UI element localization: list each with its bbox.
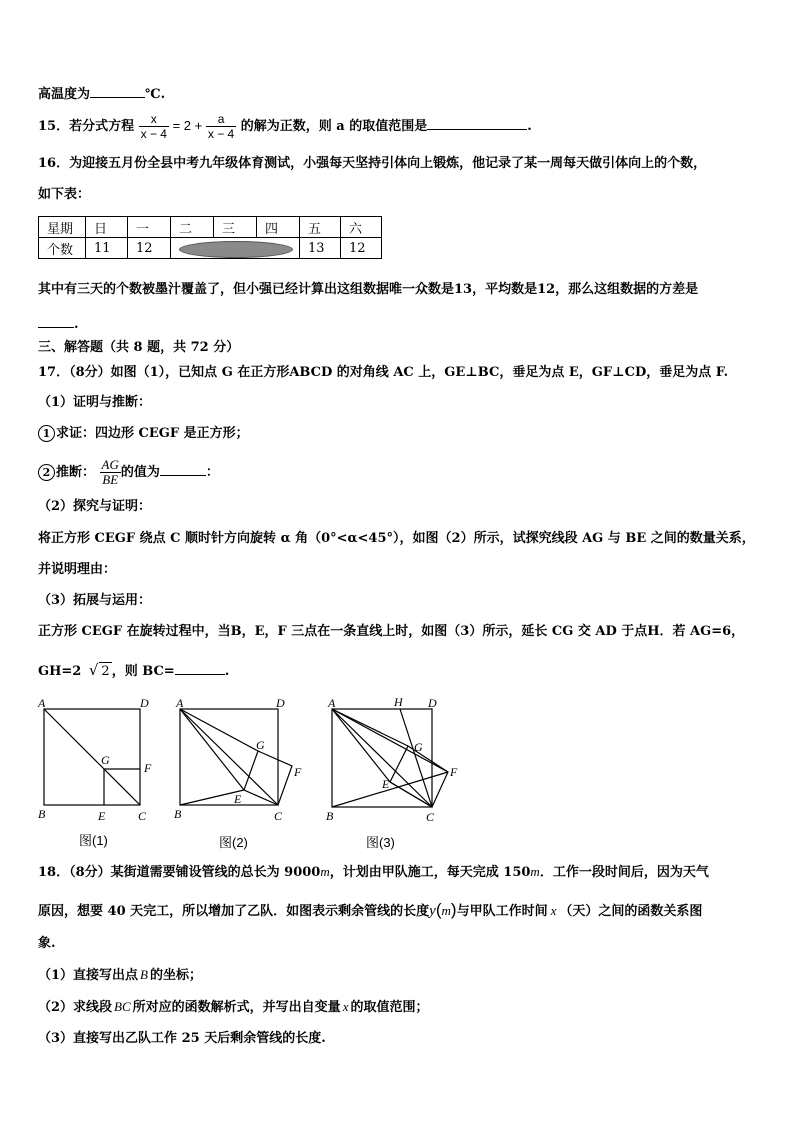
answer-blank (90, 83, 145, 98)
figure-3 (322, 694, 472, 824)
q17-part2-line2: 并说明理由： (38, 562, 117, 577)
section-3-heading: 三、解答题（共 8 题，共 72 分） (38, 340, 240, 355)
q16-line4: . (38, 313, 79, 334)
diagonal-ac (180, 709, 278, 805)
fraction-x-over-x-4: $\frac{x}{x - 4}$ (140, 112, 167, 141)
q18-line2: 原因，想要 40 天完工，所以增加了乙队．如图表示剩余管线的长度y(m)与甲队工作时间 x （天）之间的函数关系图 (38, 900, 703, 919)
label-f: F (294, 765, 302, 779)
diagonal-ac (44, 709, 140, 805)
q18-line3: 象. (38, 936, 56, 951)
ink-blot-cell (171, 238, 300, 259)
label-a: A (176, 696, 184, 710)
label-d: D (428, 696, 437, 710)
q18-sub2: （2）求线段 BC 所对应的函数解析式，并写出自变量 x 的取值范围； (38, 999, 429, 1015)
segment-ae (332, 709, 390, 782)
label-d: D (276, 696, 285, 710)
figure-2 (170, 694, 315, 824)
label-f: F (144, 761, 152, 775)
table-row: 星期 日 一 二 三 四 五 六 (39, 217, 382, 238)
figure-2-caption: 图(2) (219, 835, 248, 850)
q18-sub1: （1）直接写出点 B 的坐标； (38, 967, 203, 983)
segment-ea (180, 709, 244, 790)
q17-claim2: 2 推断： $\frac{AG}{BE}$ 的值为 ： (38, 458, 219, 487)
label-f: F (450, 765, 458, 779)
label-b: B (326, 809, 334, 823)
q16-line2: 如下表： (38, 187, 91, 202)
label-c: C (426, 810, 435, 824)
pullup-table (38, 216, 382, 259)
label-g: G (414, 740, 423, 754)
figure-3-caption: 图(3) (366, 835, 395, 850)
label-d: D (140, 696, 149, 710)
answer-blank (160, 461, 206, 476)
ink-blot (179, 241, 293, 258)
fraction-ag-over-be: $\frac{AG}{BE}$ (101, 457, 119, 487)
q17-part1: （1）证明与推断： (38, 395, 152, 410)
segment-af (332, 709, 448, 772)
circled-1: 1 (38, 425, 55, 442)
label-e: E (382, 777, 390, 791)
q17-claim1: 1 求证：四边形 CEGF 是正方形； (38, 425, 249, 443)
q18-line1: 18．（8分）某街道需要铺设管线的总长为 9000m，计划由甲队施工，每天完成 150m．工作一段时间后，因为天气 (38, 864, 709, 880)
q18-sub3: （3）直接写出乙队工作 25 天后剩余管线的长度. (38, 1031, 326, 1046)
answer-blank (175, 660, 225, 675)
q16-line1: 16．为迎接五月份全县中考九年级体育测试，小强每天坚持引体向上锻炼，他记录了某一周每天做引体向上的个数， (38, 156, 707, 171)
square-cegf (390, 746, 448, 807)
label-a: A (328, 696, 336, 710)
segment-ag (180, 709, 258, 751)
label-b: B (38, 807, 46, 821)
q17-part3-line1: 正方形 CEGF 在旋转过程中，当B，E，F 三点在一条直线上时，如图（3）所示，延长 CG 交 AD 于点H．若 AG=6， (38, 624, 745, 639)
figure-1-caption: 图(1) (79, 833, 108, 848)
q17-line1: 17．（8分）如图（1），已知点 G 在正方形ABCD 的对角线 AC 上，GE⊥BC，垂足为点 E，GF⊥CD，垂足为点 F. (38, 365, 729, 380)
q17-part3: （3）拓展与运用： (38, 593, 152, 608)
label-e: E (234, 792, 242, 806)
figure-1 (34, 694, 164, 824)
sqrt-symbol: √ (88, 661, 99, 679)
question-15: 15．若分式方程 $\frac{x}{x - 4}$ = 2 + $\frac{a}{x - 4}$ 的解为正数，则 a 的取值范围是 . (38, 112, 532, 141)
label-g: G (256, 738, 265, 752)
label-c: C (274, 809, 283, 823)
answer-blank (38, 313, 74, 328)
label-e: E (98, 809, 106, 823)
answer-blank (427, 115, 527, 130)
q17-part2-line1: 将正方形 CEGF 绕点 C 顺时针方向旋转 α 角（0°<α<45°），如图（2）所示，试探究线段 AG 与 BE 之间的数量关系， (38, 531, 755, 546)
q17-part2: （2）探究与证明： (38, 499, 152, 514)
fraction-a-over-x-4: $\frac{a}{x - 4}$ (207, 112, 235, 141)
segment-ag (332, 709, 408, 746)
label-b: B (174, 807, 182, 821)
q16-line3: 其中有三天的个数被墨汁覆盖了，但小强已经计算出这组数据唯一众数是13，平均数是12，那么这组数据的方差是 (38, 282, 699, 297)
label-h: H (394, 695, 403, 709)
label-a: A (38, 696, 46, 710)
circled-2: 2 (38, 464, 55, 481)
table-row: 个数 11 12 13 12 (39, 238, 382, 259)
q17-part3-line2: GH=2 √ 2 ，则 BC= . (38, 661, 230, 679)
label-g: G (101, 753, 110, 767)
q14-tail: 高温度为 ℃. (38, 83, 165, 104)
label-c: C (138, 809, 147, 823)
